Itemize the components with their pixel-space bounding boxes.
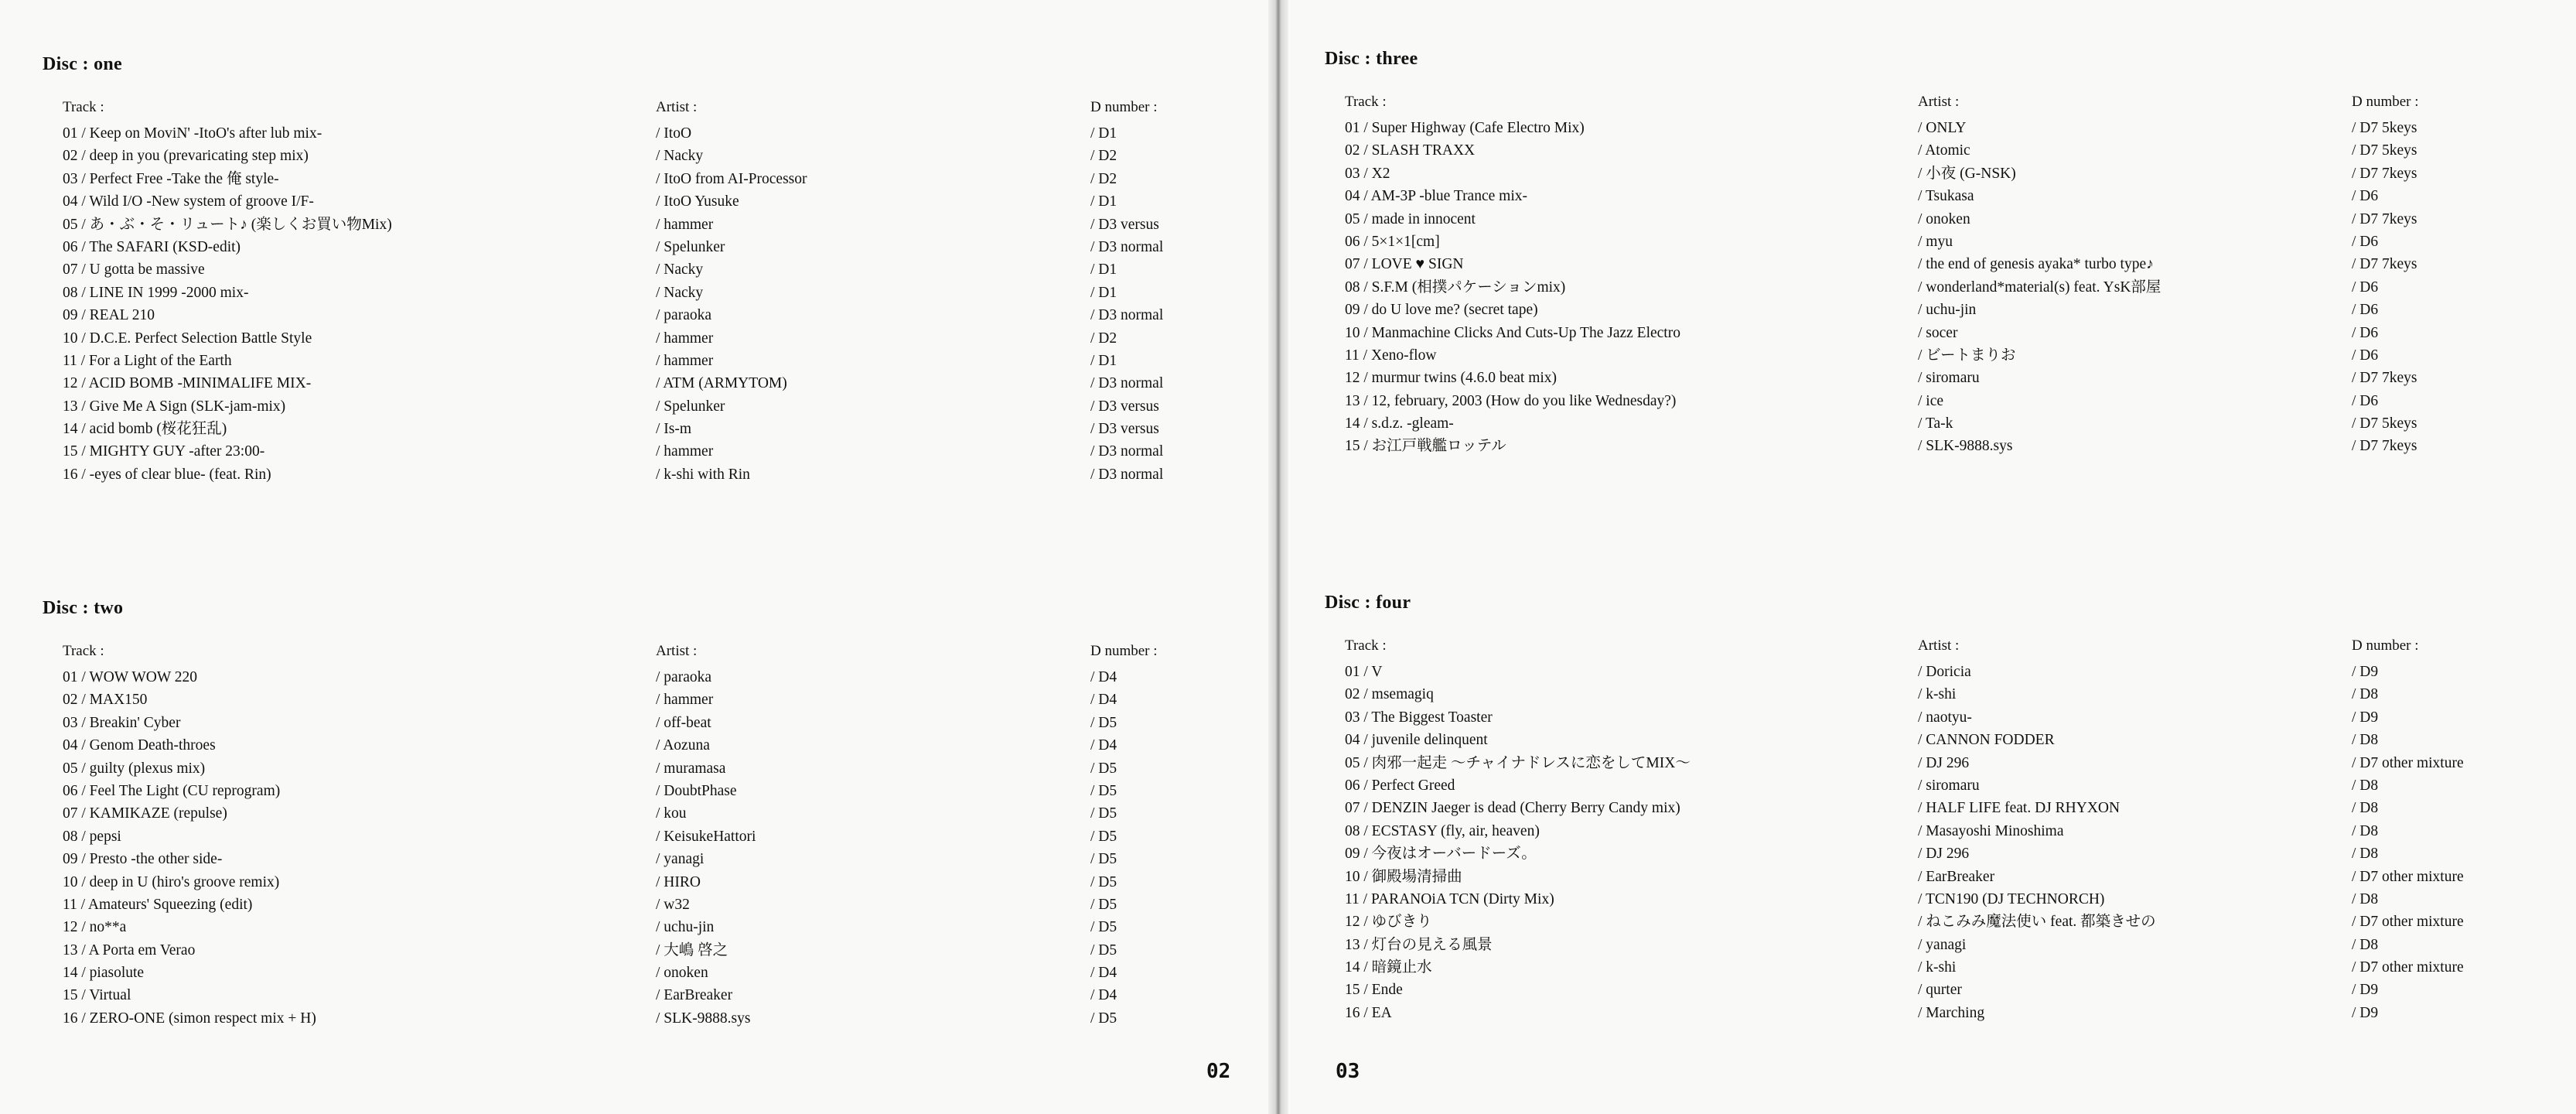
track-d-number: / D2 <box>1090 170 1117 187</box>
track-d-number: / D3 versus <box>1090 398 1159 415</box>
track-row <box>1325 276 2531 299</box>
track-row <box>1325 253 2531 275</box>
track-row <box>43 1007 1249 1030</box>
track-title: 12 / murmur twins (4.6.0 beat mix) <box>1345 370 1558 387</box>
track-artist: / SLK-9888.sys <box>656 1010 751 1027</box>
track-title: 15 / お江戸戦艦ロッテル <box>1345 438 1506 455</box>
track-title: 14 / s.d.z. -gleam- <box>1345 415 1454 432</box>
track-artist: / ねこみみ魔法使い feat. 都築きせの <box>1918 914 2156 931</box>
track-d-number: / D8 <box>2352 822 2379 839</box>
track-artist: / hammer <box>656 443 714 460</box>
track-row <box>1325 162 2531 185</box>
track-d-number: / D5 <box>1090 1010 1117 1027</box>
track-d-number: / D1 <box>1090 261 1117 278</box>
track-title: 09 / 今夜はオーバードーズ。 <box>1345 846 1537 863</box>
track-title: 07 / KAMIKAZE (repulse) <box>63 805 227 822</box>
track-artist: / ビートまりお <box>1918 347 2016 364</box>
track-title: 07 / U gotta be massive <box>63 261 205 278</box>
track-row <box>1325 842 2531 865</box>
track-title: 15 / Virtual <box>63 987 131 1004</box>
track-title: 14 / acid bomb (桜花狂乱) <box>63 421 227 438</box>
track-row <box>1325 412 2531 435</box>
track-artist: / yanagi <box>1918 936 1967 953</box>
track-title: 10 / deep in U (hiro's groove remix) <box>63 873 280 890</box>
track-row <box>1325 231 2531 253</box>
track-row <box>43 418 1249 440</box>
track-artist: / Marching <box>1918 1004 1985 1021</box>
track-d-number: / D5 <box>1090 828 1117 845</box>
track-title: 05 / あ・ぶ・そ・リュート♪ (楽しくお買い物Mix) <box>63 216 392 233</box>
track-d-number: / D8 <box>2352 777 2379 794</box>
track-artist: / HALF LIFE feat. DJ RHYXON <box>1918 800 2121 817</box>
track-title: 12 / no**a <box>63 919 127 936</box>
track-artist: / off-beat <box>656 714 711 731</box>
track-d-number: / D6 <box>2352 233 2379 250</box>
track-title: 08 / S.F.M (相撲パケーションmix) <box>1345 278 1566 296</box>
track-artist: / uchu-jin <box>1918 302 1977 319</box>
track-title: 12 / ACID BOMB -MINIMALIFE MIX- <box>63 375 312 392</box>
track-row <box>1325 956 2531 979</box>
track-title: 14 / 暗鏡止水 <box>1345 959 1432 976</box>
track-row <box>1325 774 2531 797</box>
track-d-number: / D5 <box>1090 851 1117 868</box>
track-row <box>43 145 1249 167</box>
track-artist: / Ta-k <box>1918 415 1953 432</box>
track-artist: / ONLY <box>1918 120 1967 136</box>
track-column-header: Track : <box>1345 94 1387 110</box>
track-row <box>1325 208 2531 231</box>
track-d-number: / D1 <box>1090 284 1117 301</box>
track-title: 13 / A Porta em Verao <box>63 941 196 959</box>
track-d-number: / D7 other mixture <box>2352 914 2464 931</box>
disc-title: Disc : two <box>43 598 124 618</box>
track-artist: / k-shi <box>1918 686 1957 703</box>
track-artist: / ice <box>1918 392 1944 409</box>
track-artist: / qurter <box>1918 982 1962 999</box>
track-row <box>43 304 1249 326</box>
track-title: 12 / ゆびきり <box>1345 914 1432 931</box>
track-d-number: / D3 normal <box>1090 238 1164 255</box>
track-row <box>43 282 1249 304</box>
track-artist: / CANNON FODDER <box>1918 732 2055 749</box>
disc-title: Disc : three <box>1325 49 1418 69</box>
track-row <box>43 962 1249 984</box>
track-title: 04 / AM-3P -blue Trance mix- <box>1345 188 1527 205</box>
track-artist: / ItoO from AI-Processor <box>656 170 807 187</box>
track-row <box>43 395 1249 418</box>
track-d-number: / D7 7keys <box>2352 438 2417 455</box>
track-row <box>43 894 1249 916</box>
track-title: 13 / Give Me A Sign (SLK-jam-mix) <box>63 398 286 415</box>
track-title: 01 / Super Highway (Cafe Electro Mix) <box>1345 120 1585 136</box>
track-d-number: / D7 other mixture <box>2352 754 2464 771</box>
track-d-number: / D5 <box>1090 805 1117 822</box>
track-artist: / Atomic <box>1918 142 1970 159</box>
track-title: 06 / 5×1×1[cm] <box>1345 233 1440 250</box>
track-title: 11 / PARANOiA TCN (Dirty Mix) <box>1345 890 1554 907</box>
d-number-column-header: D number : <box>2352 94 2419 110</box>
track-row <box>43 236 1249 258</box>
track-d-number: / D7 other mixture <box>2352 959 2464 976</box>
track-d-number: / D9 <box>2352 982 2379 999</box>
track-artist: / HIRO <box>656 873 701 890</box>
track-d-number: / D5 <box>1090 919 1117 936</box>
track-artist: / kou <box>656 805 687 822</box>
track-row <box>1325 820 2531 842</box>
track-d-number: / D6 <box>2352 278 2379 296</box>
track-row <box>43 168 1249 190</box>
track-row <box>43 825 1249 848</box>
track-artist: / uchu-jin <box>656 919 715 936</box>
track-d-number: / D7 5keys <box>2352 415 2417 432</box>
track-artist: / muramasa <box>656 760 726 777</box>
track-d-number: / D1 <box>1090 193 1117 210</box>
track-row <box>1325 934 2531 956</box>
track-d-number: / D5 <box>1090 782 1117 799</box>
track-title: 03 / Breakin' Cyber <box>63 714 181 731</box>
track-list <box>43 666 1249 1030</box>
track-d-number: / D3 normal <box>1090 443 1164 460</box>
track-d-number: / D2 <box>1090 330 1117 347</box>
track-title: 11 / For a Light of the Earth <box>63 352 232 369</box>
track-row <box>43 122 1249 145</box>
track-title: 05 / 肉邪一起走 ～チャイナドレスに恋をしてMIX～ <box>1345 754 1691 771</box>
track-artist: / siromaru <box>1918 370 1980 387</box>
track-title: 09 / Presto -the other side- <box>63 851 223 868</box>
track-d-number: / D4 <box>1090 987 1117 1004</box>
track-title: 08 / pepsi <box>63 828 121 845</box>
track-title: 16 / -eyes of clear blue- (feat. Rin) <box>63 466 271 483</box>
track-artist: / ItoO Yusuke <box>656 193 739 210</box>
track-d-number: / D4 <box>1090 692 1117 709</box>
track-artist: / TCN190 (DJ TECHNORCH) <box>1918 890 2105 907</box>
d-number-column-header: D number : <box>2352 637 2419 654</box>
track-d-number: / D6 <box>2352 392 2379 409</box>
track-artist: / k-shi <box>1918 959 1957 976</box>
track-title: 06 / The SAFARI (KSD-edit) <box>63 238 241 255</box>
track-row <box>43 689 1249 711</box>
track-d-number: / D6 <box>2352 302 2379 319</box>
track-row <box>1325 979 2531 1001</box>
track-row <box>1325 706 2531 729</box>
track-artist: / onoken <box>1918 210 1970 227</box>
track-row <box>43 712 1249 734</box>
track-d-number: / D9 <box>2352 1004 2379 1021</box>
track-d-number: / D5 <box>1090 896 1117 913</box>
track-artist: / DoubtPhase <box>656 782 737 799</box>
track-row <box>1325 367 2531 389</box>
track-d-number: / D5 <box>1090 873 1117 890</box>
track-d-number: / D8 <box>2352 732 2379 749</box>
track-list <box>43 122 1249 486</box>
track-row <box>1325 435 2531 457</box>
track-list <box>1325 661 2531 1024</box>
track-artist: / onoken <box>656 965 708 982</box>
track-row <box>43 871 1249 894</box>
track-artist: / 大嶋 啓之 <box>656 941 728 959</box>
track-title: 08 / ECSTASY (fly, air, heaven) <box>1345 822 1540 839</box>
track-artist: / Masayoshi Minoshima <box>1918 822 2064 839</box>
track-title: 11 / Xeno-flow <box>1345 347 1437 364</box>
track-column-header: Track : <box>63 643 104 659</box>
track-title: 06 / Perfect Greed <box>1345 777 1455 794</box>
left-page-number: 02 <box>1206 1060 1231 1083</box>
track-artist: / Spelunker <box>656 238 725 255</box>
track-artist: / Nacky <box>656 261 704 278</box>
track-d-number: / D2 <box>1090 148 1117 165</box>
track-artist: / SLK-9888.sys <box>1918 438 2013 455</box>
track-d-number: / D7 7keys <box>2352 165 2417 182</box>
track-d-number: / D7 other mixture <box>2352 868 2464 885</box>
disc-title: Disc : four <box>1325 593 1411 613</box>
track-artist: / Is-m <box>656 421 692 438</box>
track-d-number: / D1 <box>1090 352 1117 369</box>
track-title: 10 / D.C.E. Perfect Selection Battle Style <box>63 330 312 347</box>
track-artist: / paraoka <box>656 307 712 324</box>
track-artist: / k-shi with Rin <box>656 466 750 483</box>
track-title: 09 / REAL 210 <box>63 307 155 324</box>
track-d-number: / D9 <box>2352 709 2379 726</box>
track-row <box>1325 683 2531 706</box>
track-artist: / w32 <box>656 896 690 913</box>
track-d-number: / D8 <box>2352 800 2379 817</box>
track-d-number: / D7 5keys <box>2352 142 2417 159</box>
track-title: 06 / Feel The Light (CU reprogram) <box>63 782 281 799</box>
artist-column-header: Artist : <box>656 99 698 115</box>
track-title: 05 / guilty (plexus mix) <box>63 760 206 777</box>
track-d-number: / D3 versus <box>1090 421 1159 438</box>
track-title: 01 / V <box>1345 664 1383 680</box>
track-title: 09 / do U love me? (secret tape) <box>1345 302 1538 319</box>
track-artist: / wonderland*material(s) feat. YsK部屋 <box>1918 278 2161 296</box>
d-number-column-header: D number : <box>1090 643 1158 659</box>
track-d-number: / D7 7keys <box>2352 210 2417 227</box>
track-row <box>1325 117 2531 139</box>
track-d-number: / D4 <box>1090 965 1117 982</box>
track-title: 02 / deep in you (prevaricating step mix) <box>63 148 309 165</box>
track-artist: / paraoka <box>656 669 712 685</box>
track-artist: / the end of genesis ayaka* turbo type♪ <box>1918 256 2154 273</box>
track-title: 07 / LOVE ♥ SIGN <box>1345 256 1464 273</box>
track-d-number: / D4 <box>1090 737 1117 754</box>
track-row <box>43 214 1249 236</box>
track-title: 02 / msemagiq <box>1345 686 1434 703</box>
track-title: 01 / Keep on MoviN' -ItoO's after lub mix- <box>63 125 322 142</box>
track-artist: / naotyu- <box>1918 709 1972 726</box>
track-row <box>1325 911 2531 933</box>
track-artist: / EarBreaker <box>1918 868 1995 885</box>
track-row <box>1325 390 2531 412</box>
track-list <box>1325 117 2531 458</box>
track-artist: / hammer <box>656 330 714 347</box>
track-d-number: / D7 5keys <box>2352 120 2417 136</box>
track-artist: / DJ 296 <box>1918 846 1970 863</box>
track-d-number: / D6 <box>2352 347 2379 364</box>
track-d-number: / D4 <box>1090 669 1117 685</box>
page-spine <box>1268 0 1288 1114</box>
artist-column-header: Artist : <box>656 643 698 659</box>
track-d-number: / D9 <box>2352 664 2379 680</box>
track-column-header: Track : <box>1345 637 1387 654</box>
track-artist: / hammer <box>656 352 714 369</box>
track-row <box>43 372 1249 395</box>
track-title: 03 / The Biggest Toaster <box>1345 709 1493 726</box>
track-row <box>43 350 1249 372</box>
track-artist: / Aozuna <box>656 737 710 754</box>
track-title: 02 / MAX150 <box>63 692 148 709</box>
track-artist: / Doricia <box>1918 664 1971 680</box>
right-page-number: 03 <box>1336 1060 1360 1083</box>
track-row <box>1325 139 2531 162</box>
track-title: 02 / SLASH TRAXX <box>1345 142 1476 159</box>
track-artist: / DJ 296 <box>1918 754 1970 771</box>
track-title: 04 / Wild I/O -New system of groove I/F- <box>63 193 314 210</box>
track-artist: / ItoO <box>656 125 692 142</box>
track-row <box>43 666 1249 689</box>
track-row <box>1325 299 2531 321</box>
track-row <box>1325 752 2531 774</box>
track-artist: / yanagi <box>656 851 705 868</box>
track-row <box>43 463 1249 486</box>
track-artist: / ATM (ARMYTOM) <box>656 375 787 392</box>
track-artist: / Spelunker <box>656 398 725 415</box>
track-artist: / Tsukasa <box>1918 188 1974 205</box>
track-row <box>43 190 1249 213</box>
track-row <box>1325 185 2531 207</box>
track-artist: / socer <box>1918 324 1958 341</box>
track-row <box>43 757 1249 780</box>
track-row <box>43 802 1249 825</box>
track-row <box>43 258 1249 281</box>
track-title: 11 / Amateurs' Squeezing (edit) <box>63 896 253 913</box>
track-title: 07 / DENZIN Jaeger is dead (Cherry Berry Candy mix) <box>1345 800 1680 817</box>
track-title: 16 / ZERO-ONE (simon respect mix + H) <box>63 1010 316 1027</box>
track-d-number: / D8 <box>2352 890 2379 907</box>
track-title: 04 / juvenile delinquent <box>1345 732 1488 749</box>
track-d-number: / D8 <box>2352 686 2379 703</box>
track-title: 10 / Manmachine Clicks And Cuts-Up The Jazz Electro <box>1345 324 1680 341</box>
track-row <box>1325 322 2531 344</box>
track-title: 01 / WOW WOW 220 <box>63 669 198 685</box>
track-d-number: / D5 <box>1090 941 1117 959</box>
track-d-number: / D5 <box>1090 760 1117 777</box>
track-title: 05 / made in innocent <box>1345 210 1476 227</box>
track-row <box>1325 866 2531 888</box>
track-title: 13 / 灯台の見える風景 <box>1345 936 1493 953</box>
track-title: 13 / 12, february, 2003 (How do you like Wednesday?) <box>1345 392 1677 409</box>
track-artist: / hammer <box>656 216 714 233</box>
track-row <box>43 327 1249 350</box>
track-artist: / 小夜 (G-NSK) <box>1918 165 2016 182</box>
track-artist: / hammer <box>656 692 714 709</box>
track-row <box>1325 797 2531 819</box>
track-title: 16 / EA <box>1345 1004 1392 1021</box>
track-d-number: / D5 <box>1090 714 1117 731</box>
track-artist: / siromaru <box>1918 777 1980 794</box>
track-artist: / EarBreaker <box>656 987 733 1004</box>
track-title: 10 / 御殿場清掃曲 <box>1345 868 1462 885</box>
track-d-number: / D3 versus <box>1090 216 1159 233</box>
track-row <box>1325 344 2531 367</box>
track-row <box>1325 888 2531 911</box>
track-d-number: / D3 normal <box>1090 466 1164 483</box>
track-row <box>43 734 1249 757</box>
track-row <box>43 916 1249 938</box>
d-number-column-header: D number : <box>1090 99 1158 115</box>
track-row <box>43 939 1249 962</box>
track-d-number: / D7 7keys <box>2352 256 2417 273</box>
track-artist: / Nacky <box>656 148 704 165</box>
track-title: 03 / Perfect Free -Take the 俺 style- <box>63 170 279 187</box>
track-row <box>1325 1002 2531 1024</box>
track-row <box>43 780 1249 802</box>
track-title: 14 / piasolute <box>63 965 145 982</box>
track-row <box>43 984 1249 1006</box>
artist-column-header: Artist : <box>1918 94 1960 110</box>
track-title: 15 / Ende <box>1345 982 1403 999</box>
artist-column-header: Artist : <box>1918 637 1960 654</box>
track-column-header: Track : <box>63 99 104 115</box>
track-d-number: / D6 <box>2352 324 2379 341</box>
track-d-number: / D6 <box>2352 188 2379 205</box>
track-d-number: / D3 normal <box>1090 375 1164 392</box>
track-artist: / KeisukeHattori <box>656 828 756 845</box>
track-d-number: / D3 normal <box>1090 307 1164 324</box>
track-d-number: / D1 <box>1090 125 1117 142</box>
track-title: 03 / X2 <box>1345 165 1390 182</box>
track-row <box>1325 661 2531 683</box>
track-d-number: / D8 <box>2352 936 2379 953</box>
disc-title: Disc : one <box>43 54 122 74</box>
track-artist: / Nacky <box>656 284 704 301</box>
track-d-number: / D8 <box>2352 846 2379 863</box>
track-title: 04 / Genom Death-throes <box>63 737 216 754</box>
track-row <box>43 848 1249 870</box>
track-row <box>43 440 1249 463</box>
track-title: 15 / MIGHTY GUY -after 23:00- <box>63 443 265 460</box>
track-row <box>1325 729 2531 751</box>
track-d-number: / D7 7keys <box>2352 370 2417 387</box>
track-title: 08 / LINE IN 1999 -2000 mix- <box>63 284 249 301</box>
track-artist: / myu <box>1918 233 1953 250</box>
